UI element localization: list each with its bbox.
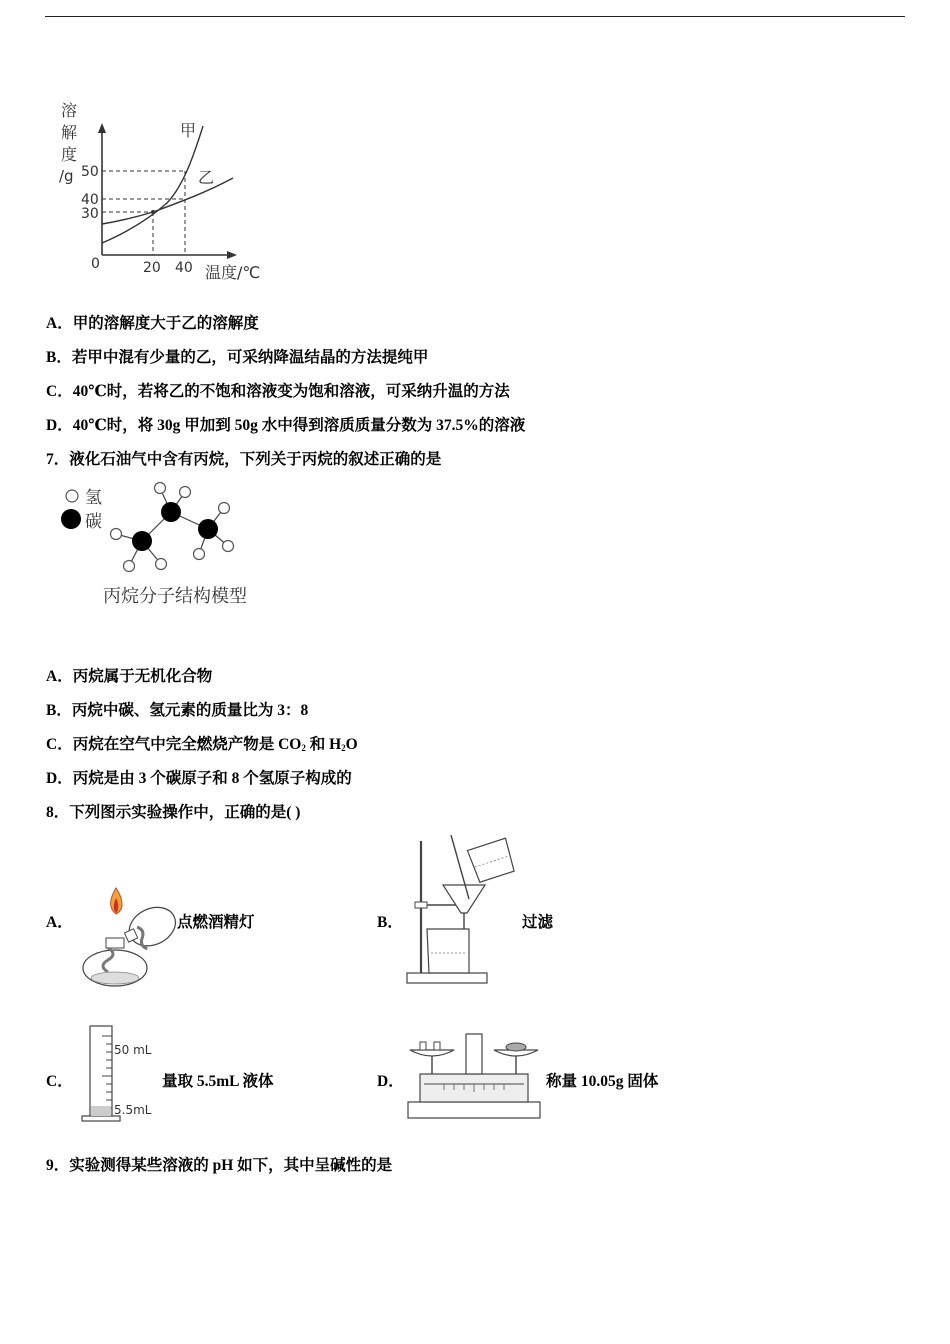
q8-stem: 8．下列图示实验操作中，正确的是( ) xyxy=(46,804,301,821)
y-label-1: 溶 xyxy=(61,101,78,120)
y-tick-40: 40 xyxy=(81,192,99,208)
legend-carbon: 碳 xyxy=(85,512,102,532)
graduated-cylinder-figure xyxy=(78,1022,163,1124)
x-axis-label: 温度/℃ xyxy=(205,263,261,282)
hydrogen-atom xyxy=(155,483,166,494)
q8-d-text: 称量 10.05g 固体 xyxy=(546,1073,659,1090)
curve-jia xyxy=(102,126,203,243)
model-caption: 丙烷分子结构模型 xyxy=(103,586,247,607)
q7-option-d: D．丙烷是由 3 个碳原子和 8 个氢原子构成的 xyxy=(46,770,352,787)
hydrogen-atom xyxy=(156,559,167,570)
q8-a-letter: A． xyxy=(46,914,73,931)
hydrogen-atom xyxy=(180,487,191,498)
origin-label: 0 xyxy=(91,256,100,272)
q8-b-text: 过滤 xyxy=(522,914,554,931)
y-label-4: /g xyxy=(59,167,74,185)
q8-a-text: 点燃酒精灯 xyxy=(177,914,255,931)
hydrogen-atom xyxy=(219,503,230,514)
hydrogen-atom xyxy=(223,541,234,552)
q8-d-letter: D． xyxy=(377,1073,404,1090)
q7-option-a: A．丙烷属于无机化合物 xyxy=(46,668,213,685)
q7-stem: 7．液化石油气中含有丙烷，下列关于丙烷的叙述正确的是 xyxy=(46,451,442,468)
q8-b-letter: B． xyxy=(377,914,403,931)
hydrogen-atom xyxy=(194,549,205,560)
hydrogen-atom xyxy=(111,529,122,540)
cylinder-mark-bottom: 5.5mL xyxy=(114,1103,152,1117)
carbon-atom xyxy=(198,519,218,539)
hydrogen-atom xyxy=(124,561,135,572)
alcohol-lamp-figure xyxy=(78,882,178,992)
y-tick-50: 50 xyxy=(81,164,99,180)
solubility-graph xyxy=(55,98,270,288)
y-label-2: 解 xyxy=(61,123,78,142)
header-rule xyxy=(45,16,905,17)
carbon-atom xyxy=(161,502,181,522)
legend-hydrogen: 氢 xyxy=(85,488,102,508)
q9-stem: 9．实验测得某些溶液的 pH 如下，其中呈碱性的是 xyxy=(46,1157,393,1174)
x-tick-40: 40 xyxy=(175,260,193,276)
x-tick-20: 20 xyxy=(143,260,161,276)
propane-model xyxy=(55,478,275,613)
q7-option-b: B．丙烷中碳、氢元素的质量比为 3：8 xyxy=(46,702,309,719)
y-tick-30: 30 xyxy=(81,206,99,222)
q7-option-c: C．丙烷在空气中完全燃烧产物是 $CO_2$ 和 $H_2O$ xyxy=(46,736,358,753)
q6-option-c: C．40℃时，若将乙的不饱和溶液变为饱和溶液，可采纳升温的方法 xyxy=(46,383,510,400)
balance-figure xyxy=(404,1030,544,1124)
curve-label-jia: 甲 xyxy=(180,121,197,140)
q8-c-letter: C． xyxy=(46,1073,73,1090)
q8-c-text: 量取 5.5mL 液体 xyxy=(162,1073,274,1090)
cylinder-mark-top: 50 mL xyxy=(114,1043,152,1057)
q6-option-b: B．若甲中混有少量的乙，可采纳降温结晶的方法提纯甲 xyxy=(46,349,429,366)
carbon-atom xyxy=(132,531,152,551)
curve-label-yi: 乙 xyxy=(198,168,215,187)
filtration-figure xyxy=(403,833,518,988)
q6-option-d: D．40℃时，将 30g 甲加到 50g 水中得到溶质质量分数为 37.5%的溶液 xyxy=(46,417,526,434)
q6-option-a: A．甲的溶解度大于乙的溶解度 xyxy=(46,315,259,332)
y-label-3: 度 xyxy=(61,145,78,164)
